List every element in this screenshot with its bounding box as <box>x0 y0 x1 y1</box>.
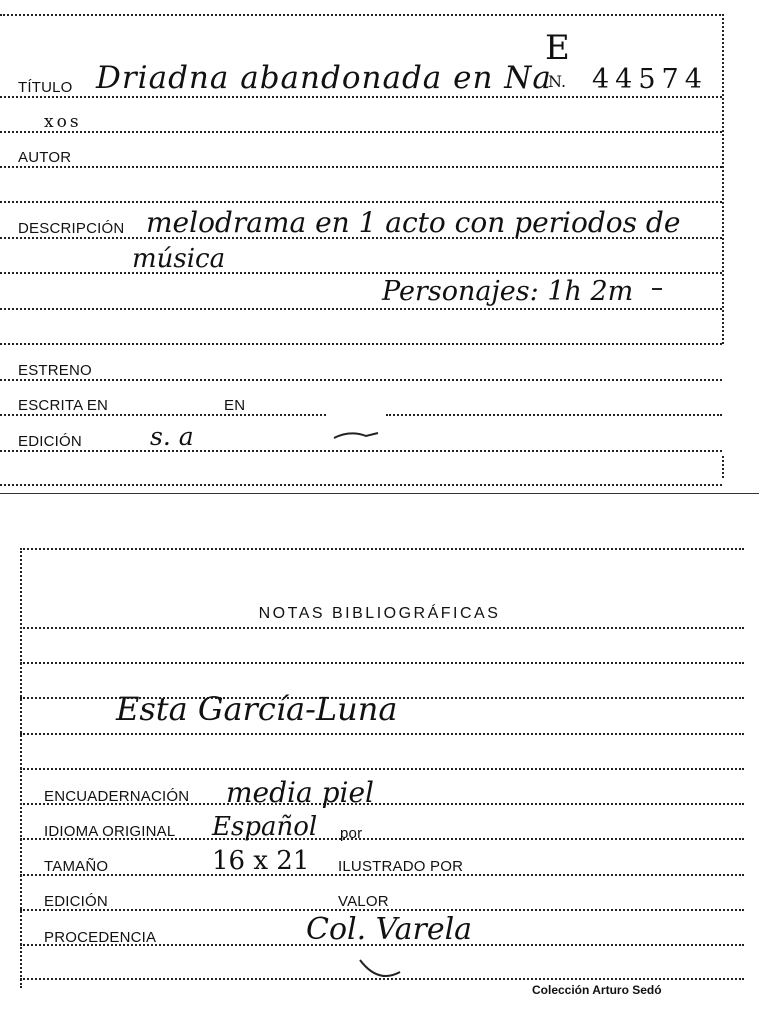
label-escrita-en: ESCRITA EN <box>18 397 109 414</box>
titulo-abbrev: N. <box>548 72 567 91</box>
label-titulo: TÍTULO <box>18 79 73 96</box>
label-idioma-original: IDIOMA ORIGINAL <box>44 823 176 840</box>
catalog-number: 44574 <box>592 64 708 95</box>
rule <box>0 308 722 310</box>
rule <box>0 484 722 486</box>
label-por: por <box>340 825 363 842</box>
label-en: EN <box>224 397 246 414</box>
label-tamano: TAMAÑO <box>44 858 109 875</box>
pen-mark <box>650 286 664 292</box>
rule <box>0 96 722 98</box>
nota-entry: Esta García-Luna <box>116 690 398 728</box>
descripcion-entry-continued: música <box>132 244 226 274</box>
rule <box>20 662 744 664</box>
edicion-entry: s. a <box>150 422 194 451</box>
tamano-entry: 16 x 21 <box>212 846 310 876</box>
rule <box>0 166 722 168</box>
descripcion-entry: melodrama en 1 acto con periodos de <box>146 206 681 239</box>
rule <box>0 379 722 381</box>
catalog-card-top <box>0 0 759 500</box>
card-right-border <box>722 14 724 344</box>
notas-heading: NOTAS BIBLIOGRÁFICAS <box>258 605 501 622</box>
card-top-border <box>20 548 744 550</box>
rule <box>0 131 722 133</box>
rule <box>20 768 744 770</box>
collection-footer: Colección Arturo Sedó <box>532 983 662 997</box>
cards-separator <box>0 493 759 494</box>
rule <box>0 343 722 345</box>
procedencia-entry: Col. Varela <box>306 912 473 947</box>
rule <box>0 201 722 203</box>
rule <box>0 450 722 452</box>
rule <box>0 414 326 416</box>
encuadernacion-entry: media piel <box>226 776 374 809</box>
card-top-border <box>0 14 724 16</box>
label-autor: AUTOR <box>18 149 72 166</box>
label-procedencia: PROCEDENCIA <box>44 929 157 946</box>
label-estreno: ESTRENO <box>18 362 92 379</box>
personajes-entry: Personajes: 1h 2m <box>382 276 634 307</box>
rule <box>0 272 722 274</box>
rule <box>20 627 744 629</box>
card-right-border-lower <box>722 456 724 478</box>
pen-mark <box>330 428 390 444</box>
titulo-entry-continued: xos <box>44 112 82 132</box>
label-valor: VALOR <box>338 893 389 910</box>
catalog-card-bottom <box>0 540 759 1028</box>
rule <box>20 733 744 735</box>
catalog-letter: E <box>545 28 570 68</box>
pen-mark <box>356 954 406 980</box>
idioma-original-entry: Español <box>212 812 318 842</box>
label-ilustrado-por: ILUSTRADO POR <box>338 858 464 875</box>
titulo-entry: Driadna abandonada en Na <box>96 60 552 96</box>
label-edicion: EDICIÓN <box>18 433 82 450</box>
label-descripcion: DESCRIPCIÓN <box>18 220 125 237</box>
label-encuadernacion: ENCUADERNACIÓN <box>44 788 190 805</box>
label-edicion-bottom: EDICIÓN <box>44 893 108 910</box>
rule <box>386 414 722 416</box>
